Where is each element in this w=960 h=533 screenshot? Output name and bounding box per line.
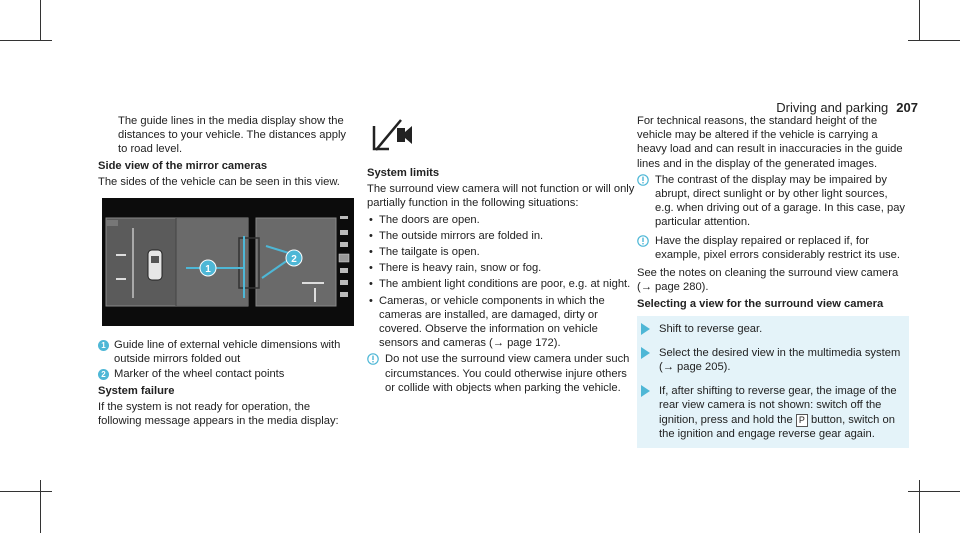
select-view-heading: Selecting a view for the surround view camera: [637, 298, 884, 311]
legend-item: [98, 367, 356, 381]
legend-marker: 1: [98, 340, 109, 351]
info-icon: [637, 174, 649, 186]
note: [637, 173, 909, 230]
list-item: • The outside mirrors are folded in.: [367, 229, 635, 243]
svg-text:2: 2: [291, 254, 297, 266]
chapter-title: Driving and parking: [776, 100, 889, 115]
system-limits-text: The surround view camera will not function or will only partially function in the following situations:: [367, 183, 635, 210]
step-arrow-icon: [641, 385, 651, 397]
step-arrow-icon: [641, 347, 651, 359]
crop-mark: [0, 491, 52, 492]
legend-marker: 2: [98, 369, 109, 380]
page-header: [776, 100, 918, 115]
crop-mark: [919, 0, 920, 40]
crop-mark: [908, 491, 960, 492]
step: [637, 384, 909, 441]
intro-paragraph: The guide lines in the media display show the distances to your vehicle. The distances apply to road level.: [118, 115, 347, 156]
legend-text: Guide line of external vehicle dimensions with outside mirrors folded out: [114, 339, 341, 366]
list-item: • The tailgate is open.: [367, 245, 635, 259]
note: [367, 352, 635, 395]
step: [637, 346, 909, 374]
step-text: [659, 384, 909, 441]
list-item: • The doors are open.: [367, 213, 635, 227]
note-text: The contrast of the display may be impaired by abrupt, direct sunlight or by other light sources, e.g. when driving out of a garage. In this case, pay particular attention.: [655, 173, 906, 229]
note-text: Have the display repaired or replaced if, for example, pixel errors considerably restrict its use.: [655, 234, 900, 261]
list-item: • Cameras, or vehicle components in which the cameras are installed, are damaged, dirty or covered. Observe the information on vehicle sensors and cameras (→ page 172).: [367, 294, 635, 351]
limits-list: [367, 213, 635, 351]
crop-mark: [919, 480, 920, 533]
svg-text:1: 1: [205, 264, 211, 276]
step-text: Shift to reverse gear.: [659, 322, 763, 335]
technical-reasons-text: For technical reasons, the standard height of the vehicle may be altered if the vehicle is carrying a heavy load and can result in inaccuracies in the guide lines and in the display of the generated images.: [637, 115, 903, 170]
camera-unavailable-icon: [371, 118, 417, 152]
legend-item: [98, 338, 356, 366]
crop-mark: [40, 480, 41, 533]
page-number: 207: [896, 100, 918, 115]
column-left: [98, 114, 356, 430]
system-limits-heading: System limits: [367, 167, 440, 179]
note: [637, 234, 909, 262]
crop-mark: [40, 0, 41, 40]
column-right: [637, 114, 909, 448]
step: [637, 322, 909, 336]
list-item: • There is heavy rain, snow or fog.: [367, 261, 635, 275]
list-item: • The ambient light conditions are poor, e.g. at night.: [367, 277, 635, 291]
parking-camera-button-icon: P: [796, 414, 808, 427]
legend-text: Marker of the wheel contact points: [114, 368, 285, 381]
crop-mark: [0, 40, 52, 41]
step-text-before: If, after shifting to reverse gear, the image of the rear view camera is not shown: switch off the ignition, press and hold the: [659, 385, 897, 426]
failure-text: If the system is not ready for operation, the following message appears in the media display:: [98, 400, 339, 428]
note-text: Do not use the surround view camera under such circumstances. You could otherwise injure others or collide with objects when parking the vehicle.: [385, 353, 630, 394]
column-middle: [367, 114, 635, 399]
crop-mark: [908, 40, 960, 41]
step-text-after: button, switch on the ignition and engage reverse gear again.: [659, 413, 895, 440]
step-arrow-icon: [641, 323, 651, 335]
side-view-heading: Side view of the mirror cameras: [98, 159, 268, 172]
side-view-text: The sides of the vehicle can be seen in this view.: [98, 175, 340, 188]
camera-side-view-screenshot: [102, 198, 354, 326]
failure-heading: System failure: [98, 384, 175, 397]
cleaning-reference: See the notes on cleaning the surround view camera (→ page 280).: [637, 267, 899, 294]
info-icon: [367, 353, 379, 365]
instruction-steps: [637, 316, 909, 448]
step-text: Select the desired view in the multimedia system (→ page 205).: [659, 346, 901, 374]
info-icon: [637, 235, 649, 247]
